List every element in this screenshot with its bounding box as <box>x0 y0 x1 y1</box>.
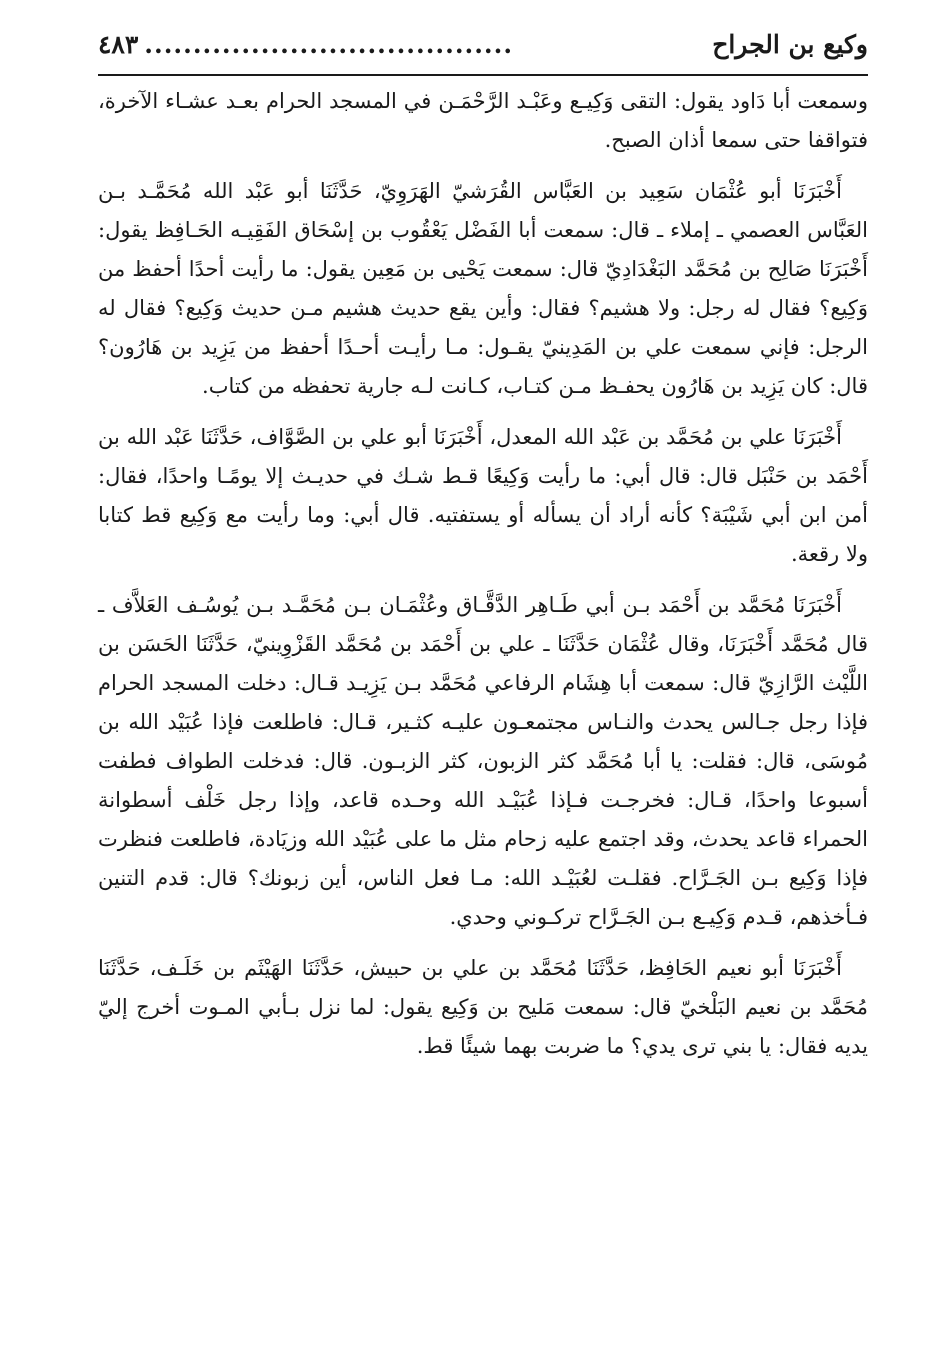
running-header <box>98 30 868 74</box>
paragraph-4: أَخْبَرَنَا مُحَمَّد بن أَحْمَد بـن أبي طَـاهِر الدَّقَّـاق وعُثْمَـان بـن مُحَمَّـد بـن يُوسُـف العَلاَّف ـ قال مُحَمَّد أَخْبَرَنَا، وقال عُثْمَان حَدَّثَنَا ـ علي بن أَحْمَد بن مُحَمَّد القَزْوِينيّ، حَدَّثَنَا الحَسَن بن اللَّيْث الرَّازِيّ قال: سمعت أبا هِشَام الرفاعي مُحَمَّد بـن يَزِيـد قـال: دخلت المسجد الحرام فإذا رجل جـالس يحدث والنـاس مجتمعـون عليـه كثـير، قـال: فاطلعت فإذا عُبَيْد الله بن مُوسَى، قال: فقلت: يا أبا مُحَمَّد كثر الزبون، كثر الزبـون. قال: فدخلت الطواف فطفت أسبوعا واحدًا، قـال: فخرجـت فـإذا عُبَيْـد الله وحـده قاعد، وإذا رجل خَلْف أسطوانة الحمراء قاعد يحدث، وقد اجتمع عليه زحام مثل ما على عُبَيْد الله وزيَادة، فاطلعت فنظرت فإذا وَكِيع بـن الجَـرَّاح. فقلـت لعُبَيْـد الله: مـا فعل الناس، أين زبونك؟ قال: قدم التنين فـأخذهم، قـدم وَكِيـع بـن الجَـرَّاح تركـوني وحدي. <box>98 593 868 929</box>
book-page <box>98 30 868 1066</box>
header-leader-dots: ...................................... <box>144 30 514 59</box>
paragraph-3: أَخْبَرَنَا علي بن مُحَمَّد بن عَبْد الله المعدل، أَخْبَرَنَا أبو علي بن الصَّوَّاف، حَدَّثَنَا عَبْد الله بن أَحْمَد بن حَنْبَل قال: قال أبي: ما رأيت وَكِيعًا قـط شـك في حديـث إلا يومًـا واحدًا، فقال: أمن ابن أبي شَيْبَة؟ كأنه أراد أن يسأله أو يستفتيه. قال أبي: وما رأيت مع وَكِيع قط كتابا ولا رقعة. <box>98 425 868 566</box>
page-number: ٤٨٣ <box>98 30 139 59</box>
paragraph-1: وسمعت أبا دَاود يقول: التقى وَكِيـع وعَبْـد الرَّحْمَـن في المسجد الحرام بعـد عشـاء الآخرة، فتواقفا حتى سمعا أذان الصبح. <box>98 89 868 152</box>
paragraph-2: أَخْبَرَنَا أبو عُثْمَان سَعِيد بن العَبَّاس القُرَشيّ الهَرَوِيّ، حَدَّثَنَا أبو عَبْد الله مُحَمَّـد بـن العَبَّاس العصمي ـ إملاء ـ قال: سمعت أبا الفَضْل يَعْقُوب بن إسْحَاق الفَقِيـه الحَـافِظ يقول: أَخْبَرَنَا صَالِح بن مُحَمَّد البَغْدَادِيّ قال: سمعت يَحْيى بن مَعِين يقول: ما رأيت أحدًا أحفظ من وَكِيع؟ فقال له رجل: ولا هشيم؟ فقال: وأين يقع حديث هشيم مـن حديث وَكِيع؟ فقال له الرجل: فإني سمعت علي بن المَدِينيّ يقـول: مـا رأيـت أحـدًا أحفظ من يَزِيد بن هَارُون؟ قال: كان يَزِيد بن هَارُون يحفـظ مـن كتـاب، كـانت لـه جارية تحفظه من كتاب. <box>98 179 868 398</box>
paragraph-5: أَخْبَرَنَا أبو نعيم الحَافِظ، حَدَّثَنَا مُحَمَّد بن علي بن حبيش، حَدَّثَنَا الهَيْثَم بن خَلَـف، حَدَّثَنَا مُحَمَّد بن نعيم البَلْخيّ قال: سمعت مَليح بن وَكِيع يقول: لما نزل بـأبي المـوت أخرج إليّ يديه فقال: يا بني ترى يدي؟ ما ضربت بهما شيئًا قط. <box>98 956 868 1058</box>
chapter-title: وكيع بن الجراح <box>712 30 868 59</box>
header-divider <box>98 74 868 76</box>
